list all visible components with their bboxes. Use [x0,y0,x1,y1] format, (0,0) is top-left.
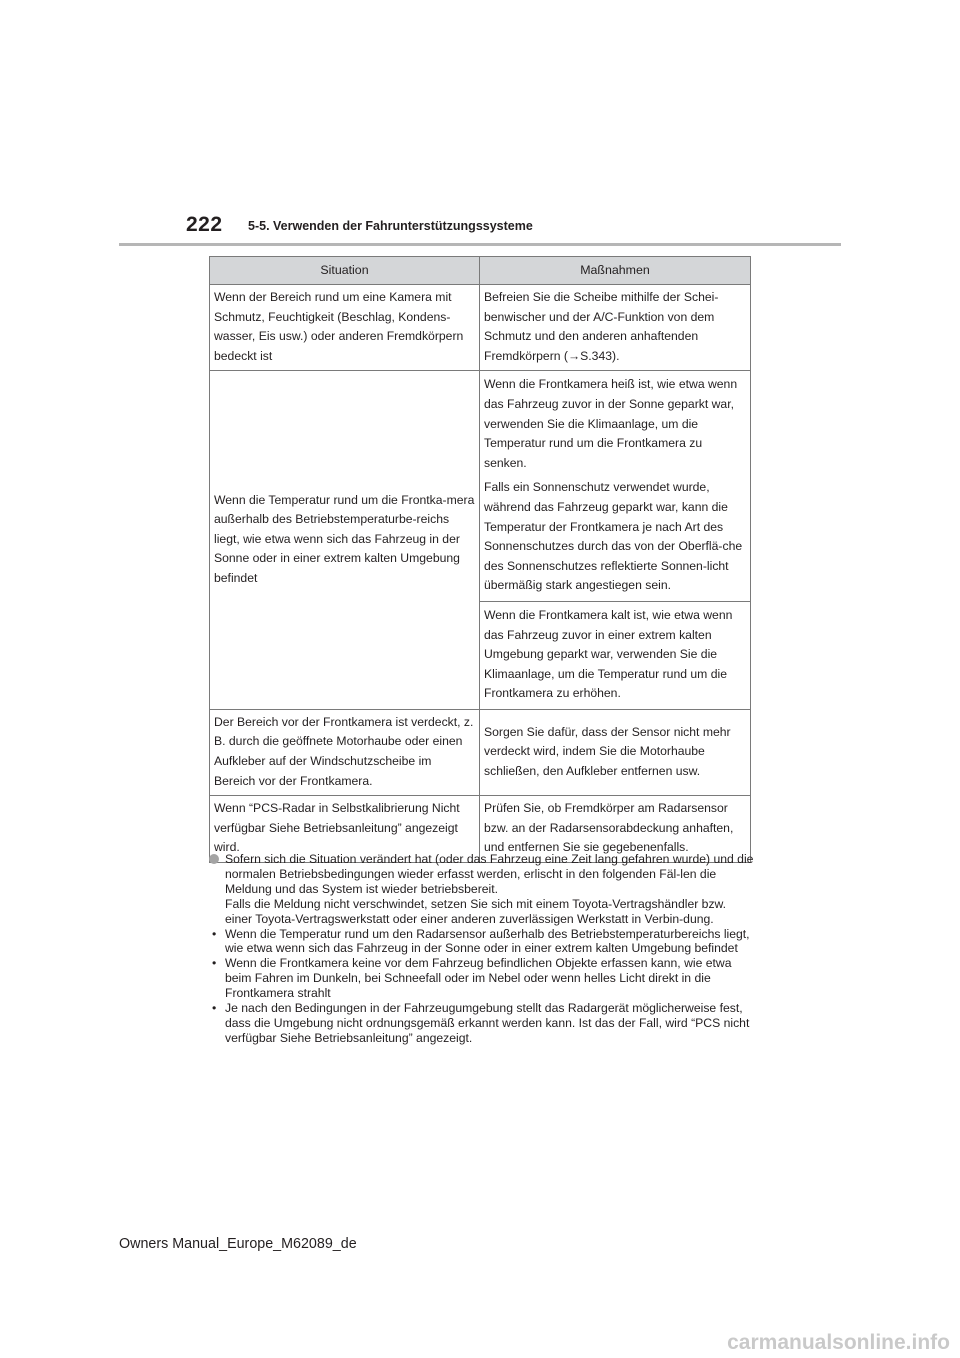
watermark: carmanualsonline.info [727,1331,950,1354]
table-row [210,285,751,371]
list-bullet-icon: • [212,956,217,971]
list-item [209,1001,754,1046]
measures-cell [480,371,751,602]
table-row [210,371,751,602]
list-item-text: Je nach den Bedingungen in der Fahrzeugumgebung stellt das Radargerät möglicherweise fest, dass die Umgebung nicht ordnungsgemäß erkannt werden kann. Ist das der Fall, wird “PCS nicht verfügbar Siehe Betriebsanleitung” angezeigt. [225,1001,750,1045]
table-row [210,709,751,795]
section-title: 5-5. Verwenden der Fahrunterstützungssysteme [248,219,533,233]
list-item-text: Wenn die Frontkamera keine vor dem Fahrzeug befindlichen Objekte erfassen kann, wie etwa beim Fahren im Dunkeln, bei Schneefall oder im Nebel oder wenn helles Licht direkt in die Frontkamera strahlt [225,956,732,1001]
measures-table [209,256,751,863]
measures-text: Falls ein Sonnenschutz verwendet wurde, während das Fahrzeug geparkt war, kann die Temperatur der Frontkamera je nach Art des Sonnenschutzes durch das von der Oberflä-che des Sonnenschutzes reflektierte Sonnen-licht übermäßig stark angestiegen sein. [484,480,743,593]
table-header-row [210,257,751,285]
column-header-situation: Situation [210,257,480,285]
list-bullet-icon: • [212,926,217,941]
circle-bullet-icon [209,854,219,864]
situation-text: Der Bereich vor der Frontkamera ist verdeckt, z. B. durch die geöffnete Motorhaube oder einen Aufkleber auf der Windschutzscheibe im Bereich vor der Frontkamera. [214,714,474,788]
measures-text: Befreien Sie die Scheibe mithilfe der Schei-benwischer und der A/C-Funktion von dem Schmutz und den anderen anhaftenden Fremdkörpern (→S.343). [484,290,719,363]
note-block [209,852,754,927]
condition-list [209,927,754,1046]
list-bullet-icon: • [212,1001,217,1016]
list-item [209,927,754,957]
column-header-measures: Maßnahmen [480,257,751,285]
situation-text: Wenn der Bereich rund um eine Kamera mit Schmutz, Feuchtigkeit (Beschlag, Kondens-wasser, Eis usw.) oder anderen Fremdkörpern bedeckt ist [214,290,464,363]
measures-text: Prüfen Sie, ob Fremdkörper am Radarsensor bzw. an der Radarsensorabdeckung anhaften, und entfernen Sie sie gegebenenfalls. [484,801,734,855]
list-item [209,956,754,1001]
list-item-text: Wenn die Temperatur rund um den Radarsensor außerhalb des Betriebstemperaturbereichs liegt, wie etwa wenn sich das Fahrzeug in der Sonne oder in einer extrem kalten Umgebung befindet [225,926,750,956]
notes-section [209,852,754,1046]
measures-text: Wenn die Frontkamera kalt ist, wie etwa wenn das Fahrzeug zuvor in einer extrem kalten Umgebung geparkt war, verwenden Sie die Klimaanlage, um die Temperatur rund um die Frontkamera zu erhöhen. [484,607,733,701]
situation-cell [210,709,480,795]
header-divider [119,243,841,246]
note-main-text: Sofern sich die Situation verändert hat (oder das Fahrzeug eine Zeit lang gefahren wurde) und die normalen Betriebsbedingungen wieder erfasst werden, erlischt in den folgenden Fäl-len die Meldung und das System ist wieder betriebsbereit. [225,852,754,896]
note-sub-text: Falls die Meldung nicht verschwindet, setzen Sie sich mit einem Toyota-Vertragshändler bzw. einer Toyota-Vertragswerkstatt oder einer anderen zuverlässigen Werkstatt in Verbin-dung. [225,896,727,926]
situation-text: Wenn “PCS-Radar in Selbstkalibrierung Nicht verfügbar Siehe Betriebsanleitung” angezeigt wird. [214,801,460,855]
measures-text: Sorgen Sie dafür, dass der Sensor nicht mehr verdeckt wird, indem Sie die Motorhaube schließen, den Aufkleber entfernen usw. [484,724,731,778]
page-number: 222 [186,213,223,236]
measures-cell [480,285,751,371]
measures-cell [480,709,751,795]
situation-cell [210,371,480,710]
measures-cell [480,601,751,709]
footer-text: Owners Manual_Europe_M62089_de [119,1236,357,1252]
situation-text: Wenn die Temperatur rund um die Frontka-mera außerhalb des Betriebstemperaturbe-reichs liegt, wie etwa wenn sich das Fahrzeug in der Sonne oder in einer extrem kalten Umgebung befindet [214,492,475,586]
situation-cell [210,285,480,371]
measures-text: Wenn die Frontkamera heiß ist, wie etwa wenn das Fahrzeug zuvor in der Sonne geparkt war, verwenden Sie die Klimaanlage, um die Temperatur rund um die Frontkamera zu senken. [484,377,738,470]
